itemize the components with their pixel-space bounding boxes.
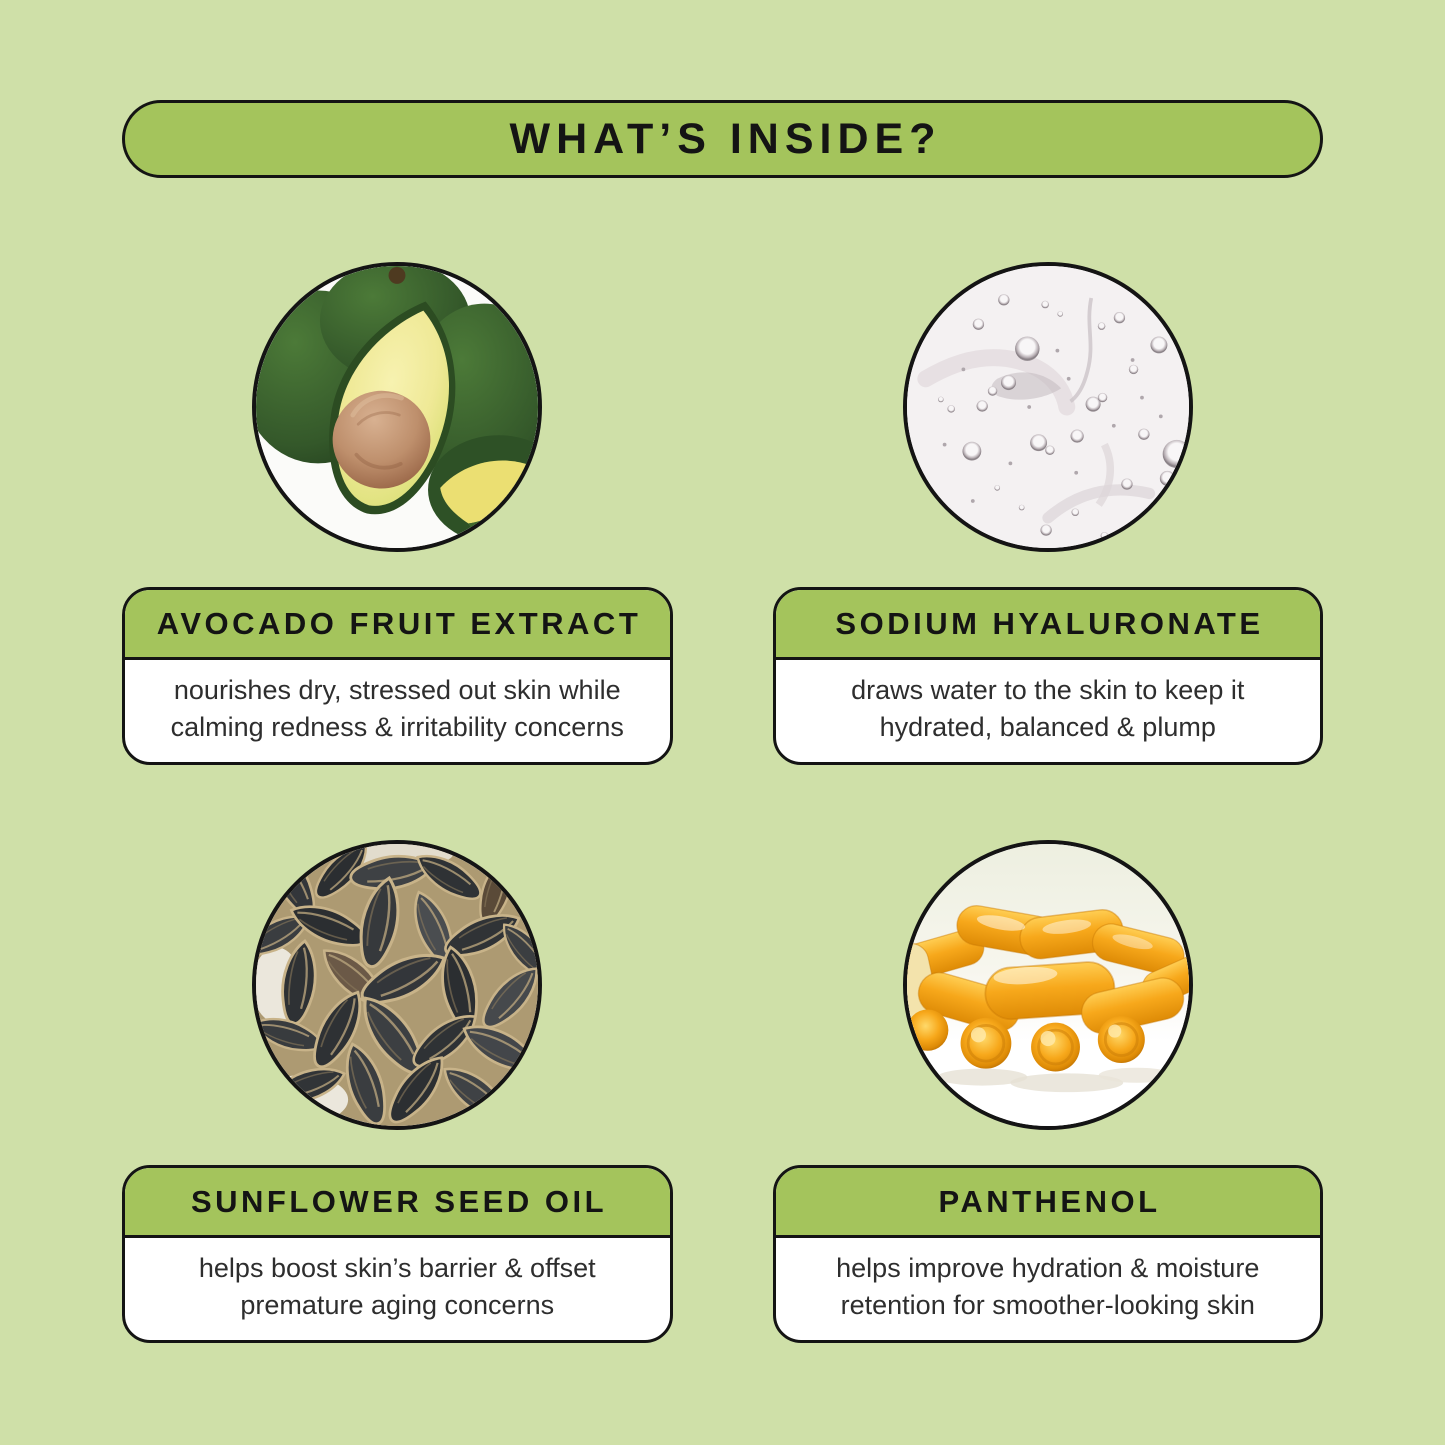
ingredients-grid <box>0 178 1445 1343</box>
ingredient-description: draws water to the skin to keep it hydrated, balanced & plump <box>851 674 1245 742</box>
sunflower-seeds-illustration <box>256 844 538 1126</box>
card-body <box>776 1238 1321 1340</box>
ingredient-description: nourishes dry, stressed out skin while calming redness & irritability concerns <box>170 674 624 742</box>
gel-capsules-illustration <box>907 844 1189 1126</box>
page-title: WHAT’S INSIDE? <box>509 114 942 163</box>
ingredient-name: SODIUM HYALURONATE <box>835 605 1264 641</box>
panthenol-capsules-photo <box>903 840 1193 1130</box>
ingredient-card-avocado <box>122 587 673 765</box>
ingredient-card-sodium-hyaluronate <box>773 587 1324 765</box>
ingredient-card-sunflower-seed-oil <box>122 1165 673 1343</box>
ingredient-card-panthenol <box>773 1165 1324 1343</box>
gel-bubbles-illustration <box>907 266 1189 548</box>
avocado-photo <box>252 262 542 552</box>
ingredient-description: helps improve hydration & moisture retention for smoother-looking skin <box>836 1252 1260 1320</box>
sunflower-seeds-photo <box>252 840 542 1130</box>
card-header <box>776 590 1321 660</box>
card-header <box>776 1168 1321 1238</box>
ingredient-name: SUNFLOWER SEED OIL <box>190 1183 608 1219</box>
header-pill <box>122 100 1323 178</box>
card-body <box>125 660 670 762</box>
hyaluronate-gel-photo <box>903 262 1193 552</box>
ingredient-sodium-hyaluronate <box>773 178 1324 765</box>
ingredient-description: helps boost skin’s barrier & offset premature aging concerns <box>198 1252 596 1320</box>
avocado-illustration <box>256 266 538 548</box>
ingredient-avocado <box>122 178 673 765</box>
card-header <box>125 1168 670 1238</box>
ingredient-sunflower-seed-oil <box>122 765 673 1343</box>
card-header <box>125 590 670 660</box>
ingredient-name: PANTHENOL <box>938 1183 1161 1219</box>
ingredient-name: AVOCADO FRUIT EXTRACT <box>156 605 642 641</box>
card-body <box>125 1238 670 1340</box>
card-body <box>776 660 1321 762</box>
ingredient-panthenol <box>773 765 1324 1343</box>
